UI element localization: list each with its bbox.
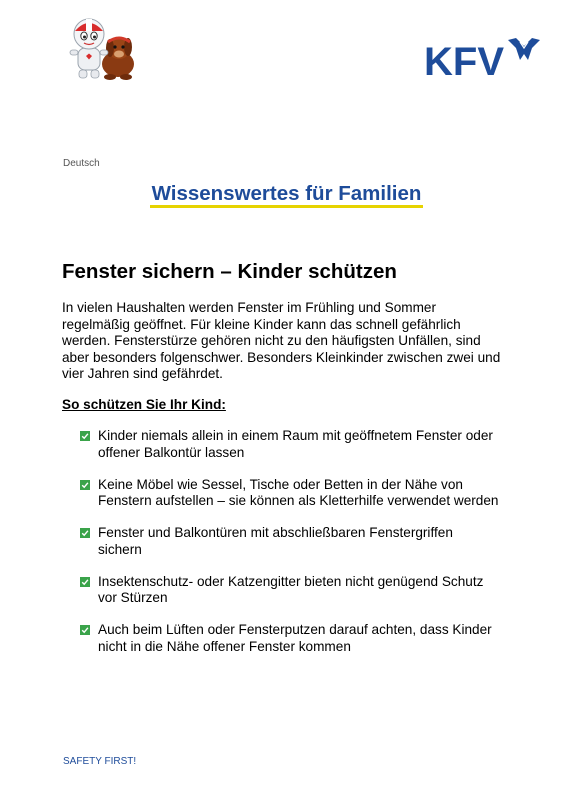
list-item [80,622,500,655]
footer-slogan: SAFETY FIRST! [63,756,137,767]
checkbox-checked-icon [80,431,90,441]
svg-text:KFV: KFV [424,40,504,80]
language-label: Deutsch [63,158,100,169]
list-item [80,428,500,461]
list-item-text: Keine Möbel wie Sessel, Tische oder Betten in der Nähe von Fenstern aufstellen – sie können als Kletterhilfe verwendet werden [98,476,499,508]
intro-paragraph: In vielen Haushalten werden Fenster im Frühling und Sommer regelmäßig geöffnet. Für kleine Kinder kann das schnell gefährlich werden. Fensterstürze gehören nicht zu den häufigsten Unfällen, sind aber besonders folgenschwer. Besonders Kleinkinder zwischen zwei und vier Jahren sind gefährdet. [62,300,501,381]
list-item-text: Auch beim Lüften oder Fensterputzen darauf achten, dass Kinder nicht in die Nähe offener Fenster kommen [98,622,492,654]
tips-list [80,428,500,671]
page-title: Fenster sichern – Kinder schützen [62,260,397,283]
section-title: So schützen Sie Ihr Kind: [62,397,226,412]
list-item-text: Insektenschutz- oder Katzengitter bieten nicht genügend Schutz vor Stürzen [98,573,484,605]
kfv-logo [424,34,540,80]
page-subtitle: Wissenswertes für Familien [150,182,424,208]
list-item [80,525,500,558]
list-item [80,477,500,510]
checkbox-checked-icon [80,528,90,538]
checkbox-checked-icon [80,577,90,587]
mascot-robot-and-dog-icon [64,16,138,82]
subtitle-container [0,182,573,208]
list-item-text: Fenster und Balkontüren mit abschließbaren Fenstergriffen sichern [98,525,453,557]
list-item [80,574,500,607]
list-item-text: Kinder niemals allein in einem Raum mit geöffnetem Fenster oder offener Balkontür lassen [98,428,493,460]
checkbox-checked-icon [80,625,90,635]
checkbox-checked-icon [80,480,90,490]
